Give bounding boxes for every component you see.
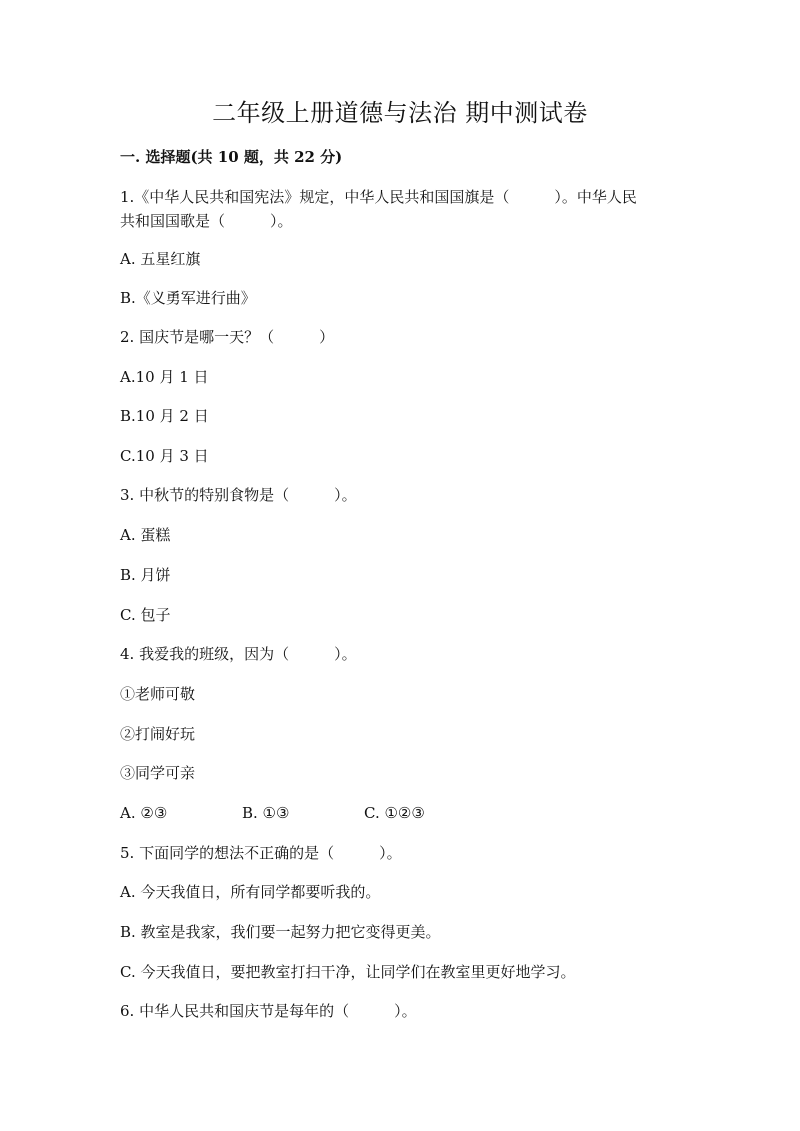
question-5-stem: 5. 下面同学的想法不正确的是（ ）。 xyxy=(120,844,402,862)
question-2-option-b: B.10 月 2 日 xyxy=(120,407,209,425)
question-4-stem: 4. 我爱我的班级，因为（ ）。 xyxy=(120,645,357,663)
question-1-stem-line-1: 1.《中华人民共和国宪法》规定，中华人民共和国国旗是（ ）。中华人民 xyxy=(120,188,637,206)
question-1-option-a: A. 五星红旗 xyxy=(120,250,201,268)
question-2-stem: 2. 国庆节是哪一天？（ ） xyxy=(120,328,335,346)
question-6-stem: 6. 中华人民共和国庆节是每年的（ ）。 xyxy=(120,1002,417,1020)
question-4-option-a: A. ②③ xyxy=(120,804,168,822)
question-3-option-b: B. 月饼 xyxy=(120,566,171,584)
question-5-option-c: C. 今天我值日，要把教室打扫干净，让同学们在教室里更好地学习。 xyxy=(120,963,576,981)
question-5-option-a: A. 今天我值日，所有同学都要听我的。 xyxy=(120,883,381,901)
question-1-stem-line-2: 共和国国歌是（ ）。 xyxy=(120,212,293,230)
section-heading: 一. 选择题(共 10 题，共 22 分) xyxy=(120,148,343,166)
question-2-option-a: A.10 月 1 日 xyxy=(120,368,209,386)
question-4-option-b: B. ①③ xyxy=(242,804,290,822)
question-2-option-c: C.10 月 3 日 xyxy=(120,447,209,465)
question-1-option-b: B.《义勇军进行曲》 xyxy=(120,289,256,307)
page-title: 二年级上册道德与法治 期中测试卷 xyxy=(212,99,588,127)
question-4-statement-1: ①老师可敬 xyxy=(120,685,196,703)
question-4-statement-3: ③同学可亲 xyxy=(120,764,196,782)
question-5-option-b: B. 教室是我家，我们要一起努力把它变得更美。 xyxy=(120,923,441,941)
question-4-option-c: C. ①②③ xyxy=(364,804,425,822)
question-4-options-row xyxy=(120,801,690,825)
question-3-option-c: C. 包子 xyxy=(120,606,171,624)
question-4-statement-2: ②打闹好玩 xyxy=(120,725,196,743)
question-3-option-a: A. 蛋糕 xyxy=(120,526,171,544)
question-3-stem: 3. 中秋节的特别食物是（ ）。 xyxy=(120,486,357,504)
